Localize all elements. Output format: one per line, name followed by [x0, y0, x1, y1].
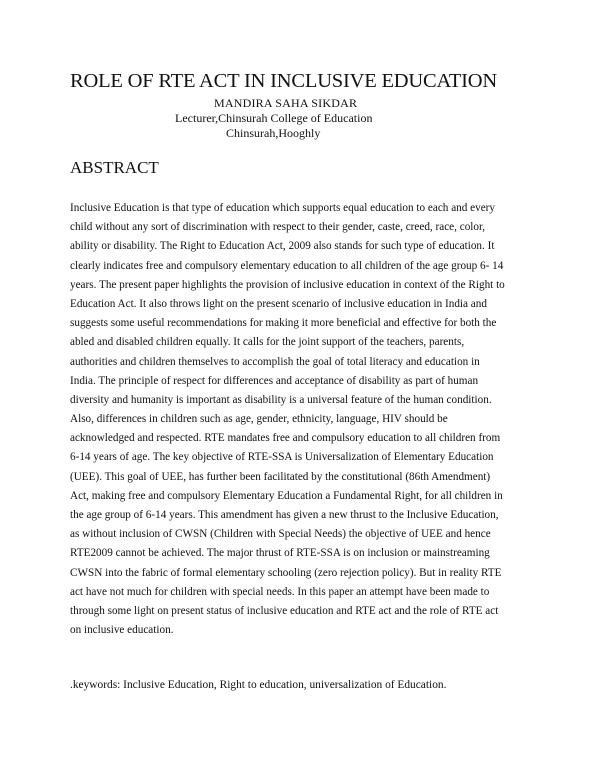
abstract-line: Inclusive Education is that type of education which supports equal education to each and every: [70, 202, 495, 214]
abstract-line: Education Act. It also throws light on the present scenario of inclusive education in India and: [70, 297, 487, 310]
abstract-line: clearly indicates free and compulsory elementary education to all children of the age group 6- 14: [70, 259, 504, 272]
abstract-body: [70, 199, 540, 640]
author-location: Chinsurah,Hooghly: [226, 126, 321, 140]
abstract-line: India. The principle of respect for differences and acceptance of disability as part of human: [70, 374, 479, 387]
abstract-line: Act, making free and compulsory Elementary Education a Fundamental Right, for all children in: [70, 489, 503, 502]
abstract-line: as without inclusion of CWSN (Children with Special Needs) the objective of UEE and hence: [70, 528, 491, 541]
abstract-line: years. The present paper highlights the provision of inclusive education in context of the Right to: [70, 278, 505, 291]
author-name: MANDIRA SAHA SIKDAR: [214, 96, 358, 110]
keywords-line: .keywords: Inclusive Education, Right to education, universalization of Education.: [70, 679, 447, 691]
abstract-line: on inclusive education.: [70, 624, 174, 637]
abstract-line: child without any sort of discrimination with respect to their gender, caste, creed, race, color,: [70, 221, 486, 234]
abstract-line: CWSN into the fabric of formal elementary schooling (zero rejection policy). But in reality RTE: [70, 566, 502, 579]
abstract-line: RTE2009 cannot be achieved. The major thrust of RTE-SSA is on inclusion or mainstreaming: [70, 547, 490, 560]
abstract-line: act have not much for children with special needs. In this paper an attempt have been made to: [70, 585, 490, 598]
author-affiliation: Lecturer,Chinsurah College of Education: [175, 111, 373, 125]
abstract-line: abled and disabled children equally. It calls for the joint support of the teachers, parents,: [70, 336, 465, 349]
abstract-line: suggests some useful recommendations for making it more beneficial and effective for both the: [70, 317, 497, 330]
abstract-line: authorities and children themselves to accomplish the goal of total literacy and education in: [70, 355, 480, 368]
paper-title: ROLE OF RTE ACT IN INCLUSIVE EDUCATION: [70, 70, 497, 92]
abstract-heading: ABSTRACT: [70, 158, 159, 177]
abstract-line: (UEE). This goal of UEE, has further been facilitated by the constitutional (86th Amendment): [70, 470, 491, 483]
abstract-line: through some light on present status of inclusive education and RTE act and the role of RTE act: [70, 604, 499, 617]
abstract-line: Also, differences in children such as age, gender, ethnicity, language, HIV should be: [70, 413, 448, 426]
abstract-line: 6-14 years of age. The key objective of RTE-SSA is Universalization of Elementary Education: [70, 451, 494, 464]
abstract-line: ability or disability. The Right to Education Act, 2009 also stands for such type of education. It: [70, 240, 495, 253]
abstract-line: diversity and humanity is important as disability is a universal feature of the human condition.: [70, 393, 492, 406]
abstract-line: the age group of 6-14 years. This amendment has given a new thrust to the Inclusive Education,: [70, 509, 499, 521]
abstract-line: acknowledged and respected. RTE mandates free and compulsory education to all children from: [70, 432, 501, 445]
